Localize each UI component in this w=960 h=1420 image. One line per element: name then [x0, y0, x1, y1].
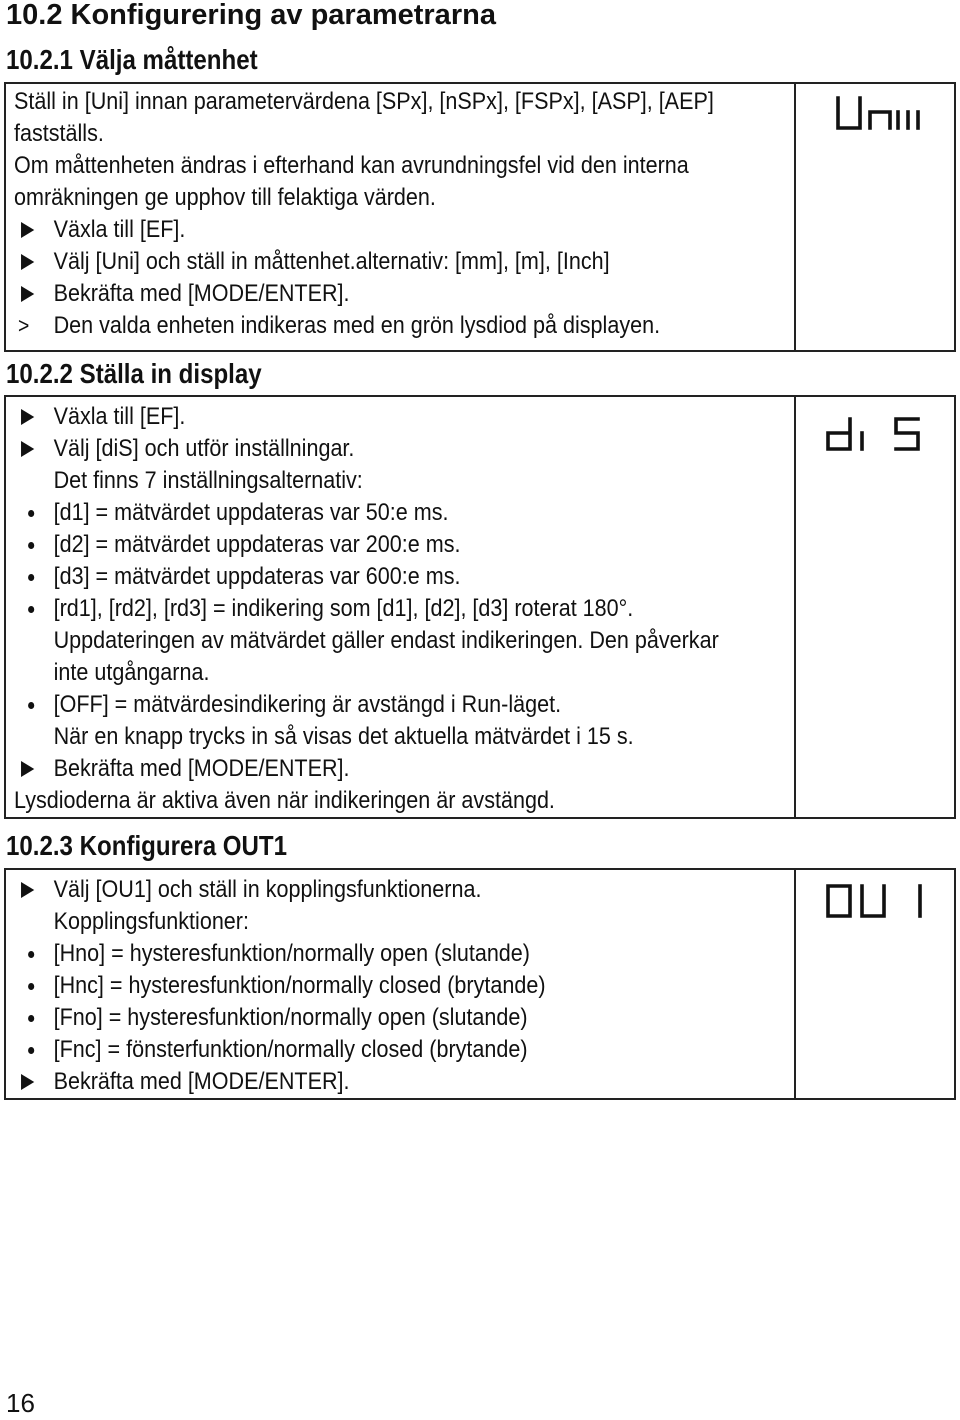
- bullet-icon: [28, 1047, 34, 1054]
- display-panel-uni: [796, 84, 954, 350]
- bullet-icon: [28, 606, 34, 613]
- result-marker: >: [18, 313, 30, 338]
- display-setting-box: [4, 395, 956, 819]
- bullet-icon: [28, 1015, 34, 1022]
- bullet-icon: [28, 951, 34, 958]
- unit-instructions: Ställ in [Uni] innan parametervärdena [SPx], [nSPx], [FSPx], [ASP], [AEP] fastställs. Om måttenheten ändras i efterhand kan avrundningsfel vid den interna omräkningen ge upphov till felaktiga värden. Växla till [EF]. Välj [Uni] och ställ in måttenhet.alternativ: [mm], [m], [Inch] Bekräfta med [MODE/ENTER]. > Den valda enheten indikeras med en grön lysdiod på displayen.: [6, 84, 796, 350]
- unit-setting-box: [4, 82, 956, 352]
- out1-instructions: Välj [OU1] och ställ in kopplingsfunktionerna. Kopplingsfunktioner: [Hno] = hysteresfunktion/normally open (slutande) [Hnc] = hysteresfunktion/normally closed (brytande) [Fno] = hysteresfunktion/normally open (slutande) [Fnc] = fönsterfunktion/normally closed (brytande) Bekräfta med [MODE/ENTER].: [6, 870, 796, 1098]
- arrow-icon: [21, 409, 34, 425]
- subsection-title-out1: 10.2.3 Konfigurera OUT1: [6, 830, 288, 861]
- bullet-icon: [28, 510, 34, 517]
- bullet-icon: [28, 702, 34, 709]
- bullet-icon: [28, 983, 34, 990]
- display-ou1-icon: [824, 882, 934, 922]
- page-number: 16: [6, 1388, 35, 1418]
- arrow-icon: [21, 1074, 34, 1090]
- arrow-icon: [21, 222, 34, 238]
- arrow-icon: [21, 254, 34, 270]
- out1-setting-box: [4, 868, 956, 1100]
- section-title: 10.2 Konfigurering av parametrarna: [6, 0, 496, 31]
- bullet-icon: [28, 542, 34, 549]
- bullet-icon: [28, 574, 34, 581]
- display-dis-icon: [824, 415, 924, 455]
- arrow-icon: [21, 761, 34, 777]
- display-uni-icon: [834, 94, 924, 134]
- arrow-icon: [21, 441, 34, 457]
- display-panel-dis: [796, 397, 954, 817]
- arrow-icon: [21, 882, 34, 898]
- subsection-title-unit: 10.2.1 Välja måttenhet: [6, 44, 258, 75]
- display-instructions: Växla till [EF]. Välj [diS] och utför inställningar. Det finns 7 inställningsalternativ: [d1] = mätvärdet uppdateras var 50:e ms. [d2] = mätvärdet uppdateras var 200:e ms. [d3] = mätvärdet uppdateras var 600:e ms. [rd1], [rd2], [rd3] = indikering som [d1], [d2], [d3] roterat 180°. Uppdateringen av mätvärdet gäller endast indikeringen. Den påverkar inte utgångarna. [OFF] = mätvärdesindikering är avstängd i Run-läget. När en knapp trycks in så visas det aktuella mätvärdet i 15 s. Bekräfta med [MODE/ENTER]. Lysdioderna är aktiva även när indikeringen är avstängd.: [6, 397, 796, 817]
- display-panel-ou1: [796, 870, 954, 1098]
- arrow-icon: [21, 286, 34, 302]
- subsection-title-display: 10.2.2 Ställa in display: [6, 358, 262, 389]
